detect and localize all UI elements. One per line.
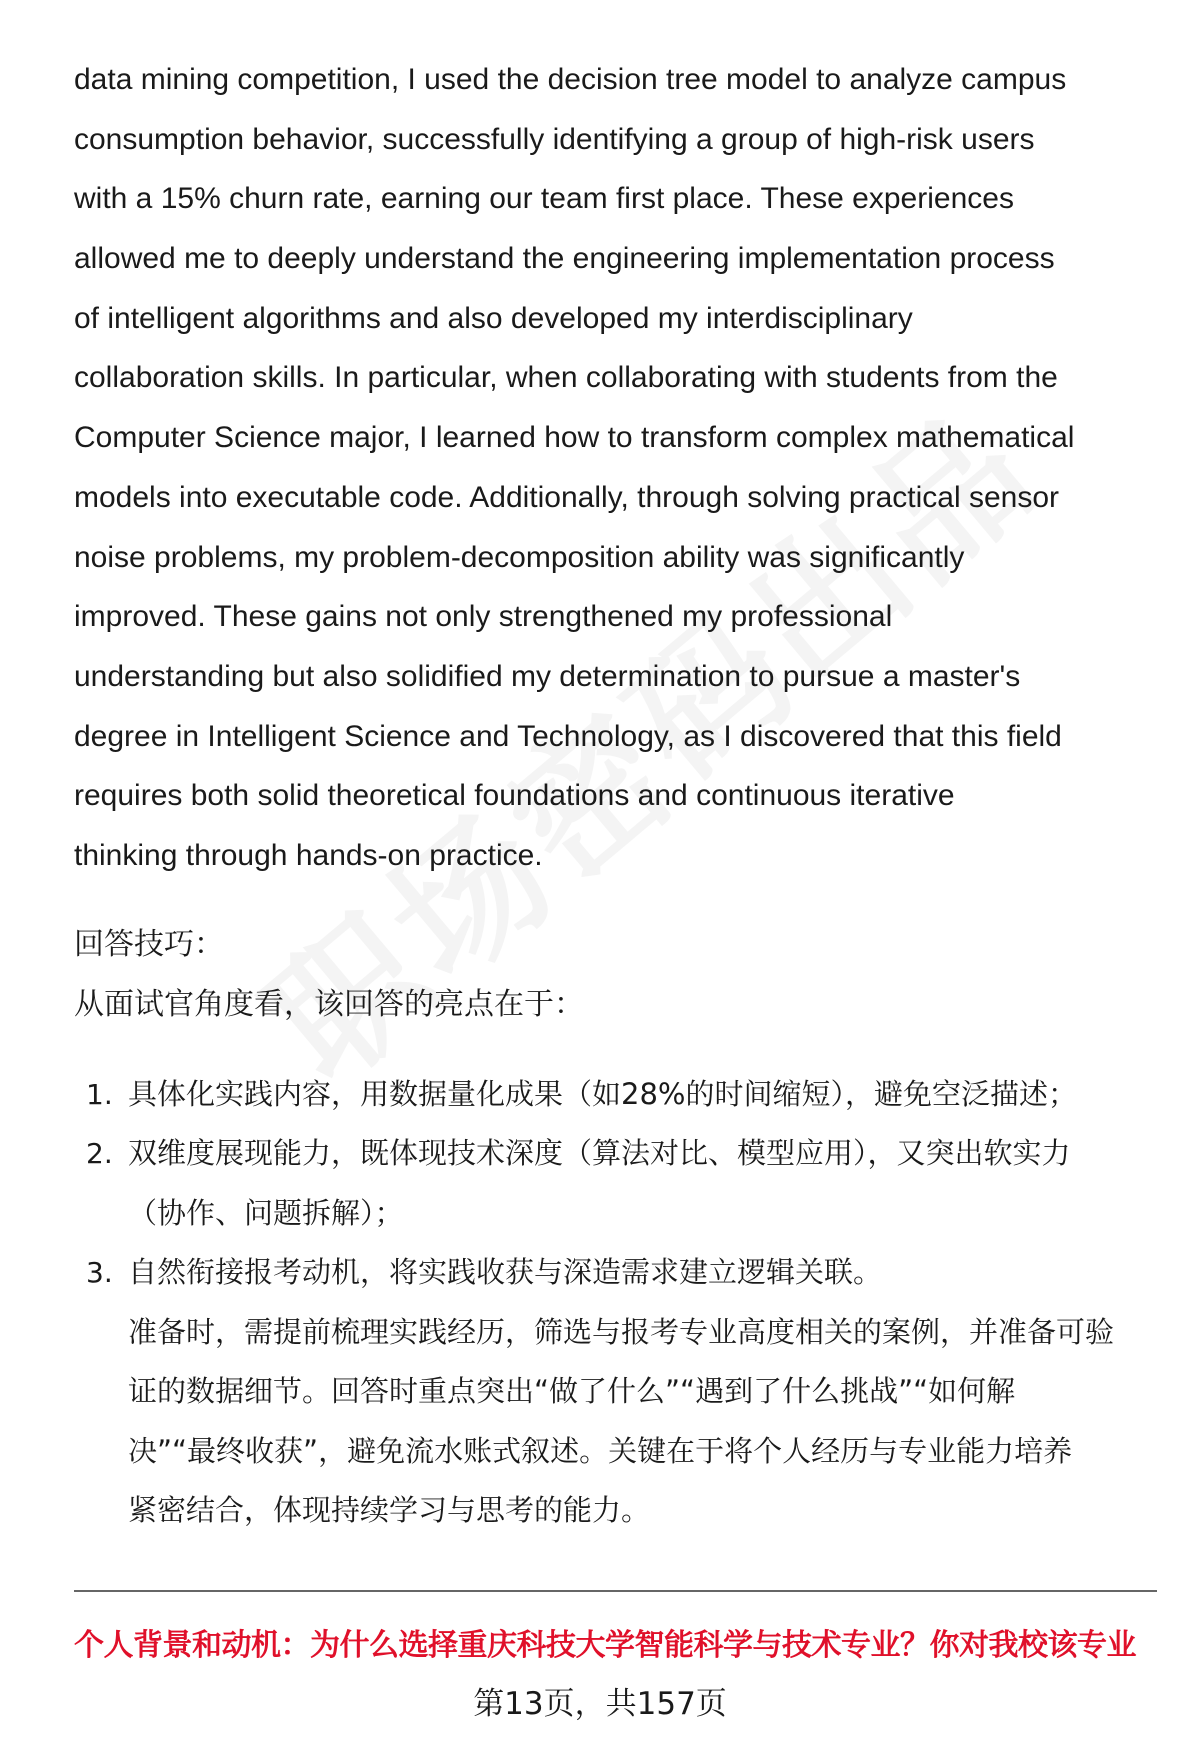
list-item-text: 双维度展现能力，既体现技术深度（算法对比、模型应用），又突出软实力 xyxy=(128,1136,1071,1170)
paragraph-line: with a 15% churn rate, earning our team first place. These experiences xyxy=(74,182,1014,216)
paragraph-line: degree in Intelligent Science and Technology, as I discovered that this field xyxy=(74,719,1062,753)
list-item xyxy=(128,1243,1158,1541)
paragraph-line: noise problems, my problem-decomposition ability was significantly xyxy=(74,540,965,574)
list-item-text: 决”“最终收获”，避免流水账式叙述。关键在于将个人经历与专业能力培养 xyxy=(128,1433,1073,1468)
list-item-number: 1. xyxy=(86,1078,113,1111)
paragraph-line: allowed me to deeply understand the engineering implementation process xyxy=(74,242,1055,276)
list-item-text: 具体化实践内容，用数据量化成果（如28%的时间缩短），避免空泛描述； xyxy=(128,1077,1077,1111)
paragraph-line: consumption behavior, successfully identifying a group of high-risk users xyxy=(74,122,1035,156)
paragraph-line: models into executable code. Additionally, through solving practical sensor xyxy=(74,480,1060,514)
list-item-number: 3. xyxy=(86,1256,113,1289)
paragraph-line: thinking through hands-on practice. xyxy=(74,838,543,872)
list-item-number: 2. xyxy=(86,1137,113,1170)
paragraph-line: understanding but also solidified my determination to pursue a master's xyxy=(74,659,1021,693)
tips-heading: 回答技巧： xyxy=(74,927,224,962)
paragraph-line: collaboration skills. In particular, when collaborating with students from the xyxy=(74,361,1058,395)
english-answer-paragraph xyxy=(74,50,1164,886)
list-item-text: 紧密结合，体现持续学习与思考的能力。 xyxy=(128,1493,651,1527)
paragraph-line: requires both solid theoretical foundations and continuous iterative xyxy=(74,779,955,813)
page-number: 第13页，共157页 xyxy=(473,1686,727,1722)
list-item-text: 证的数据细节。回答时重点突出“做了什么”“遇到了什么挑战”“如何解 xyxy=(128,1374,1016,1408)
list-item-text: 准备时，需提前梳理实践经历，筛选与报考专业高度相关的案例，并准备可验 xyxy=(128,1314,1115,1349)
tips-intro: 从面试官角度看，该回答的亮点在于： xyxy=(74,987,584,1022)
list-item xyxy=(128,1124,1158,1243)
paragraph-line: data mining competition, I used the decision tree model to analyze campus xyxy=(74,63,1067,96)
next-question-title: 个人背景和动机：为什么选择重庆科技大学智能科学与技术专业？你对我校该专业 xyxy=(74,1628,1136,1663)
paragraph-line: improved. These gains not only strengthened my professional xyxy=(74,600,893,634)
paragraph-line: Computer Science major, I learned how to transform complex mathematical xyxy=(74,421,1075,455)
list-item xyxy=(128,1065,1158,1125)
paragraph-line: of intelligent algorithms and also developed my interdisciplinary xyxy=(74,301,913,335)
list-item-text: 自然衔接报考动机，将实践收获与深造需求建立逻辑关联。 xyxy=(128,1255,883,1289)
list-item-text: （协作、问题拆解）； xyxy=(128,1195,404,1230)
section-divider xyxy=(74,1590,1157,1592)
